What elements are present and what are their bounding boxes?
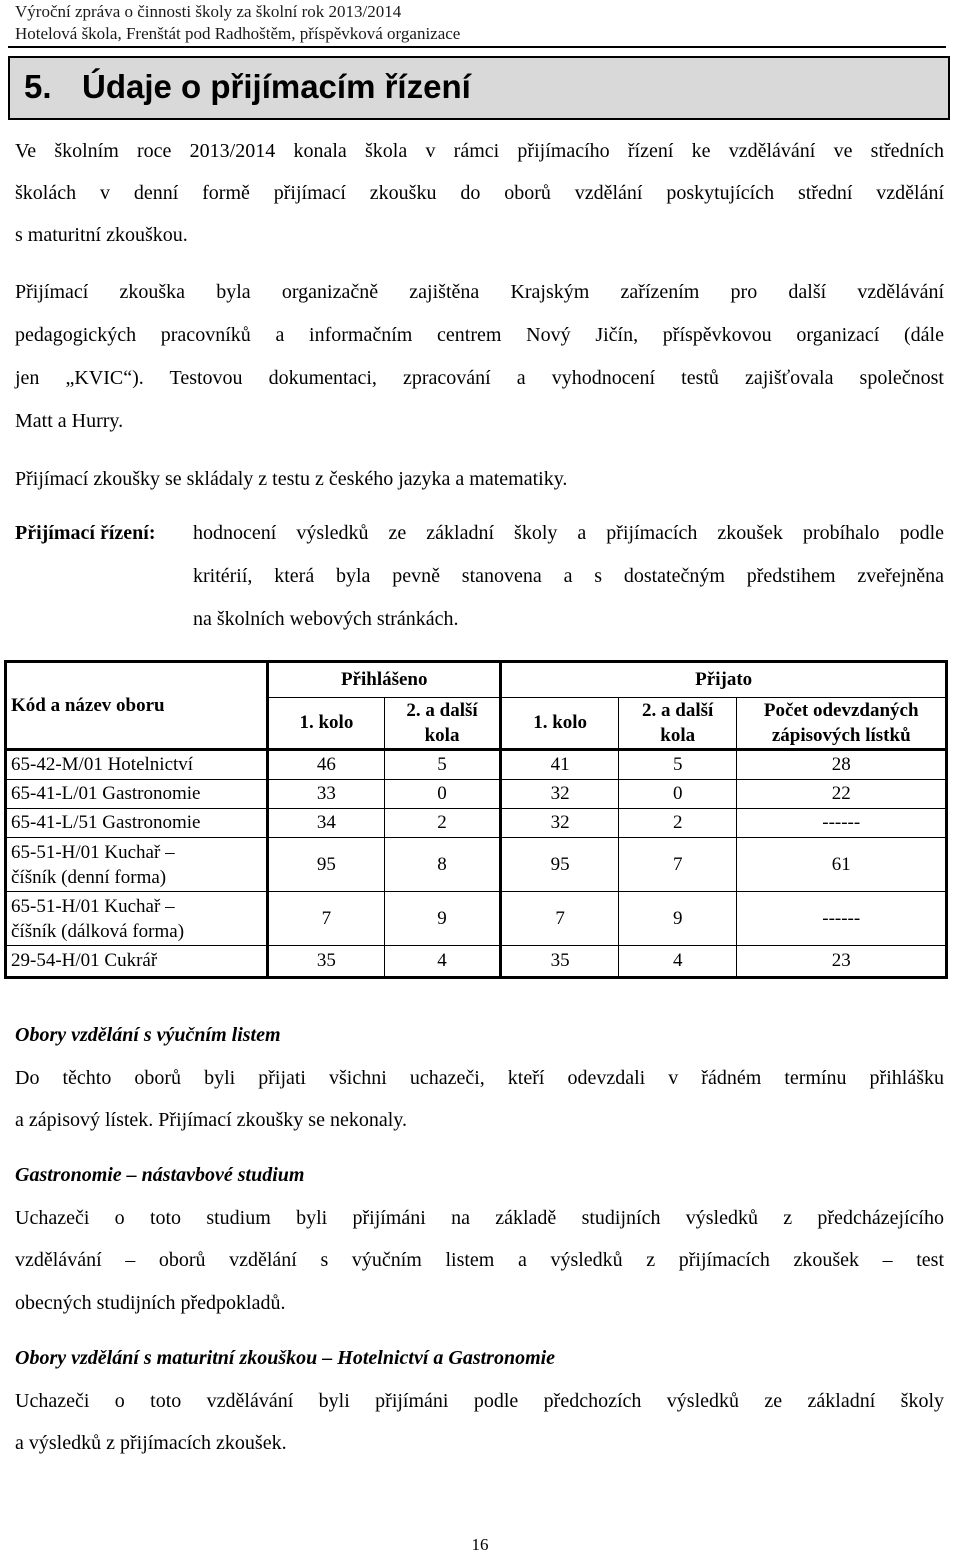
header-school-name: Hotelová škola, Frenštát pod Radhoštěm, příspěvková organizace [15, 24, 461, 43]
cell-accepted-r1: 7 [501, 892, 619, 946]
cell-registered-r2: 2 [384, 809, 501, 838]
header-forms-line-b: zápisových lístků [771, 725, 911, 746]
header-round-2-line-b: kola [424, 725, 460, 746]
cell-forms: ------ [737, 892, 947, 946]
header-forms-line-a: Počet odevzdaných [763, 700, 919, 721]
intro-paragraph-line: školách v denní formě přijímací zkoušku do oborů vzdělání poskytujících střední vzdělání [15, 182, 944, 204]
cell-field-line-a: 65-51-H/01 Kuchař – [11, 895, 175, 917]
organization-paragraph-line: pedagogických pracovníků a informačním centrem Nový Jičín, příspěvkovou organizací (dále [15, 324, 944, 346]
page-number: 16 [471, 1535, 489, 1554]
apprenticeship-heading: Obory vzdělání s výučním listem [15, 1024, 281, 1046]
cell-accepted-r1: 32 [501, 809, 619, 838]
section-title [24, 68, 471, 106]
header-report-title: Výroční zpráva o činnosti školy za školní rok 2013/2014 [15, 2, 402, 21]
table-row [6, 750, 947, 780]
header-round-1: 1. kolo [268, 698, 385, 750]
cell-forms: 61 [737, 838, 947, 892]
cell-field-line-b: číšník (dálková forma) [11, 920, 185, 942]
header-round-2-line-a: 2. a další [406, 700, 478, 721]
header-round-2-line-a: 2. a další [642, 700, 714, 721]
cell-accepted-r2: 9 [618, 892, 737, 946]
exam-subjects-paragraph: Přijímací zkoušky se skládaly z testu z českého jazyka a matematiky. [15, 468, 568, 490]
cell-registered-r2: 0 [384, 780, 501, 809]
admission-text-line: kritérií, která byla pevně stanovena a s dostatečným předstihem zveřejněna [193, 565, 944, 587]
maturita-fields-text-line: a výsledků z přijímacích zkoušek. [15, 1432, 287, 1454]
admission-label: Přijímací řízení: [15, 522, 156, 544]
cell-accepted-r1: 32 [501, 780, 619, 809]
cell-accepted-r2: 2 [618, 809, 737, 838]
cell-accepted-r2: 5 [618, 750, 737, 780]
cell-field: 65-41-L/01 Gastronomie [6, 780, 268, 809]
gastronomy-followup-text-line: Uchazeči o toto studium byli přijímáni na základě studijních výsledků z předcházejícího [15, 1207, 944, 1229]
apprenticeship-text-line: Do těchto oborů byli přijati všichni uchazeči, kteří odevzdali v řádném termínu přihlášku [15, 1067, 944, 1089]
cell-accepted-r2: 4 [618, 946, 737, 978]
header-accepted: Přijato [501, 662, 947, 698]
header-round-2-plus [384, 698, 501, 750]
header-round-2-line-b: kola [660, 725, 696, 746]
cell-forms: 22 [737, 780, 947, 809]
cell-registered-r1: 7 [268, 892, 385, 946]
header-registered: Přihlášeno [268, 662, 501, 698]
intro-paragraph-line: s maturitní zkouškou. [15, 224, 188, 246]
cell-registered-r1: 46 [268, 750, 385, 780]
cell-registered-r2: 8 [384, 838, 501, 892]
section-title-text: Údaje o přijímacím řízení [82, 68, 471, 105]
cell-registered-r1: 95 [268, 838, 385, 892]
table-row [6, 838, 947, 892]
header-field-of-study: Kód a název oboru [6, 662, 268, 750]
intro-paragraph-line: Ve školním roce 2013/2014 konala škola v rámci přijímacího řízení ke vzdělávání ve středních [15, 140, 944, 162]
gastronomy-followup-heading: Gastronomie – nástavbové studium [15, 1164, 305, 1186]
cell-field: 65-41-L/51 Gastronomie [6, 809, 268, 838]
cell-field [6, 892, 268, 946]
admission-text-line: na školních webových stránkách. [193, 608, 459, 630]
header-enrollment-forms [737, 698, 947, 750]
admission-text-line: hodnocení výsledků ze základní školy a přijímacích zkoušek probíhalo podle [193, 522, 944, 544]
cell-registered-r2: 4 [384, 946, 501, 978]
header-round-2-plus [618, 698, 737, 750]
cell-accepted-r2: 7 [618, 838, 737, 892]
cell-field: 29-54-H/01 Cukrář [6, 946, 268, 978]
table-row [6, 809, 947, 838]
cell-field: 65-42-M/01 Hotelnictví [6, 750, 268, 780]
admission-results-table [4, 660, 948, 979]
table-row [6, 780, 947, 809]
cell-forms: 23 [737, 946, 947, 978]
maturita-fields-text-line: Uchazeči o toto vzdělávání byli přijímáni podle předchozích výsledků ze základní školy [15, 1390, 944, 1412]
cell-registered-r2: 9 [384, 892, 501, 946]
table-row [6, 946, 947, 978]
cell-accepted-r2: 0 [618, 780, 737, 809]
cell-registered-r1: 34 [268, 809, 385, 838]
gastronomy-followup-text-line: obecných studijních předpokladů. [15, 1292, 286, 1314]
organization-paragraph-line: Matt a Hurry. [15, 410, 124, 432]
cell-field-line-a: 65-51-H/01 Kuchař – [11, 841, 175, 863]
cell-accepted-r1: 95 [501, 838, 619, 892]
cell-registered-r1: 33 [268, 780, 385, 809]
cell-accepted-r1: 41 [501, 750, 619, 780]
maturita-fields-heading: Obory vzdělání s maturitní zkouškou – Hotelnictví a Gastronomie [15, 1347, 556, 1369]
cell-registered-r1: 35 [268, 946, 385, 978]
organization-paragraph-line: Přijímací zkouška byla organizačně zajištěna Krajským zařízením pro další vzdělávání [15, 281, 944, 303]
table-row [6, 892, 947, 946]
organization-paragraph-line: jen „KVIC“). Testovou dokumentaci, zpracování a vyhodnocení testů zajišťovala společnost [15, 367, 944, 389]
header-divider [8, 46, 946, 48]
cell-field [6, 838, 268, 892]
cell-field-line-b: číšník (denní forma) [11, 866, 167, 888]
cell-registered-r2: 5 [384, 750, 501, 780]
gastronomy-followup-text-line: vzdělávání – oborů vzdělání s výučním listem a výsledků z přijímacích zkoušek – test [15, 1249, 944, 1271]
section-heading-box [8, 56, 950, 120]
cell-forms: ------ [737, 809, 947, 838]
header-round-1: 1. kolo [501, 698, 619, 750]
cell-accepted-r1: 35 [501, 946, 619, 978]
cell-forms: 28 [737, 750, 947, 780]
section-number: 5. [24, 68, 52, 105]
apprenticeship-text-line: a zápisový lístek. Přijímací zkoušky se nekonaly. [15, 1109, 407, 1131]
